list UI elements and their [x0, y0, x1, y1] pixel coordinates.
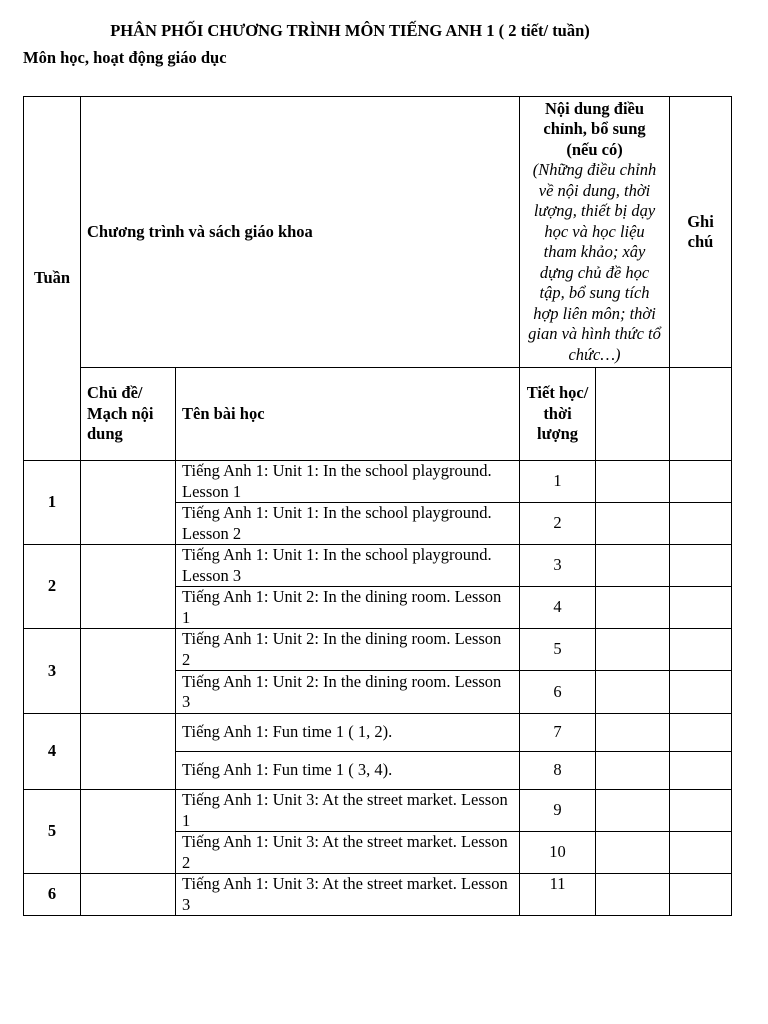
period-cell: 8 — [520, 752, 596, 790]
adjustment-cell — [596, 752, 670, 790]
table-row — [24, 790, 732, 832]
lesson-name-cell: Tiếng Anh 1: Fun time 1 ( 1, 2). — [176, 714, 520, 752]
adjustment-cell — [596, 545, 670, 587]
note-cell — [670, 629, 732, 671]
adjustment-cell — [596, 671, 670, 714]
lesson-name-cell: Tiếng Anh 1: Unit 1: In the school playground. Lesson 1 — [176, 461, 520, 503]
header-adjustment-title: Nội dung điều chỉnh, bổ sung (nếu có) — [543, 98, 646, 159]
topic-cell — [81, 461, 176, 545]
lesson-name-cell: Tiếng Anh 1: Fun time 1 ( 3, 4). — [176, 752, 520, 790]
note-cell — [670, 832, 732, 874]
note-cell — [670, 790, 732, 832]
table-row — [24, 874, 732, 916]
adjustment-cell — [596, 503, 670, 545]
lesson-name-cell: Tiếng Anh 1: Unit 3: At the street market. Lesson 1 — [176, 790, 520, 832]
note-cell — [670, 752, 732, 790]
table-row — [24, 461, 732, 503]
lesson-name-cell: Tiếng Anh 1: Unit 3: At the street market. Lesson 2 — [176, 832, 520, 874]
adjustment-cell — [596, 832, 670, 874]
note-cell — [670, 671, 732, 714]
schedule-table-body — [24, 97, 732, 916]
topic-cell — [81, 545, 176, 629]
week-cell: 4 — [24, 714, 81, 790]
adjustment-cell — [596, 874, 670, 916]
lesson-name-cell: Tiếng Anh 1: Unit 1: In the school playground. Lesson 2 — [176, 503, 520, 545]
lesson-name-cell: Tiếng Anh 1: Unit 3: At the street market. Lesson 3 — [176, 874, 520, 916]
document-title — [0, 21, 700, 41]
adjustment-cell — [596, 629, 670, 671]
lesson-name-cell: Tiếng Anh 1: Unit 2: In the dining room. Lesson 3 — [176, 671, 520, 714]
header-adjust-empty — [596, 368, 670, 461]
schedule-table — [23, 96, 732, 916]
period-cell: 10 — [520, 832, 596, 874]
adjustment-cell — [596, 461, 670, 503]
header-topic: Chủ đề/ Mạch nội dung — [81, 368, 176, 461]
lesson-name-cell: Tiếng Anh 1: Unit 2: In the dining room. Lesson 2 — [176, 629, 520, 671]
header-period: Tiết học/ thời lượng — [520, 368, 596, 461]
topic-cell — [81, 790, 176, 874]
document-subtitle: Môn học, hoạt động giáo dục — [23, 48, 227, 67]
lesson-name-cell: Tiếng Anh 1: Unit 2: In the dining room. Lesson 1 — [176, 587, 520, 629]
period-cell: 11 — [520, 874, 596, 916]
topic-cell — [81, 714, 176, 790]
header-adjustment-detail: (Những điều chỉnh về nội dung, thời lượng, thiết bị dạy học và học liệu tham khảo; xây dựng chủ đề học tập, bổ sung tích hợp liên môn; thời gian và hình thức tổ chức…) — [528, 160, 661, 364]
header-lesson-name: Tên bài học — [176, 368, 520, 461]
period-cell: 3 — [520, 545, 596, 587]
table-row — [24, 714, 732, 752]
header-note-empty — [670, 368, 732, 461]
note-cell — [670, 545, 732, 587]
document-title-text: PHÂN PHỐI CHƯƠNG TRÌNH MÔN TIẾNG ANH 1 ( 2 tiết/ tuần) — [110, 21, 590, 40]
period-cell: 1 — [520, 461, 596, 503]
week-cell: 5 — [24, 790, 81, 874]
week-cell: 3 — [24, 629, 81, 714]
header-week: Tuần — [24, 97, 81, 461]
adjustment-cell — [596, 790, 670, 832]
topic-cell — [81, 629, 176, 714]
note-cell — [670, 874, 732, 916]
header-adjustment — [520, 97, 670, 368]
period-cell: 4 — [520, 587, 596, 629]
header-note: Ghi chú — [670, 97, 732, 368]
adjustment-cell — [596, 587, 670, 629]
week-cell: 2 — [24, 545, 81, 629]
header-row-sub — [24, 368, 732, 461]
week-cell: 6 — [24, 874, 81, 916]
period-cell: 5 — [520, 629, 596, 671]
note-cell — [670, 587, 732, 629]
week-cell: 1 — [24, 461, 81, 545]
note-cell — [670, 461, 732, 503]
header-program: Chương trình và sách giáo khoa — [81, 97, 520, 368]
adjustment-cell — [596, 714, 670, 752]
note-cell — [670, 503, 732, 545]
lesson-name-cell: Tiếng Anh 1: Unit 1: In the school playground. Lesson 3 — [176, 545, 520, 587]
table-row — [24, 545, 732, 587]
period-cell: 7 — [520, 714, 596, 752]
period-cell: 2 — [520, 503, 596, 545]
topic-cell — [81, 874, 176, 916]
period-cell: 6 — [520, 671, 596, 714]
note-cell — [670, 714, 732, 752]
header-row-main — [24, 97, 732, 368]
table-row — [24, 629, 732, 671]
period-cell: 9 — [520, 790, 596, 832]
